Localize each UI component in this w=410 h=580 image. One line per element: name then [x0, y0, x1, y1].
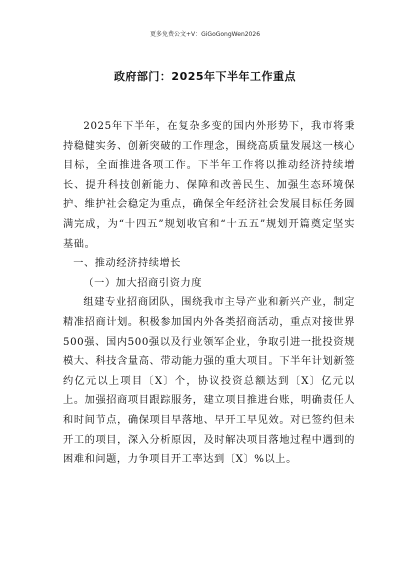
subsection-heading: （一）加大招商引资力度 [83, 277, 203, 289]
section-heading: 一、推动经济持续增长 [73, 258, 182, 270]
intro-paragraph: 2025年下半年，在复杂多变的国内外形势下，我市将秉持稳健实务、创新突破的工作理念，围绕高质量发展这一核心目标，全面推进各项工作。下半年工作将以推动经济持续增长、提升科技创新能力、保障和改善民生、加强生态环境保护、维护社会稳定为重点，确保全年经济社会发展目标任务圆满完成，为“十四五”规划收官和“十五五”规划开篇奠定坚实基础。 [63, 121, 355, 250]
subsection-paragraph: 组建专业招商团队，围绕我市主导产业和新兴产业，制定精准招商计划。积极参加国内外各类招商活动，重点对接世界500强、国内500强以及行业领军企业，争取引进一批投资规模大、科技含量高、带动能力强的重大项目。下半年计划新签约亿元以上项目〔X〕个，协议投资总额达到〔X〕亿元以上。加强招商项目跟踪服务，建立项目推进台账，明确责任人和时间节点，确保项目早落地、早开工早见效。对已签约但未开工的项目，深入分析原因，及时解决项目落地过程中遇到的困难和问题，力争项目开工率达到〔X〕%以上。 [63, 297, 355, 466]
document-title: 政府部门：2025年下半年工作重点 [113, 70, 297, 83]
header-watermark: 更多免费公文+V：GiGoGongWen2026 [149, 31, 261, 38]
document-body [63, 117, 355, 470]
